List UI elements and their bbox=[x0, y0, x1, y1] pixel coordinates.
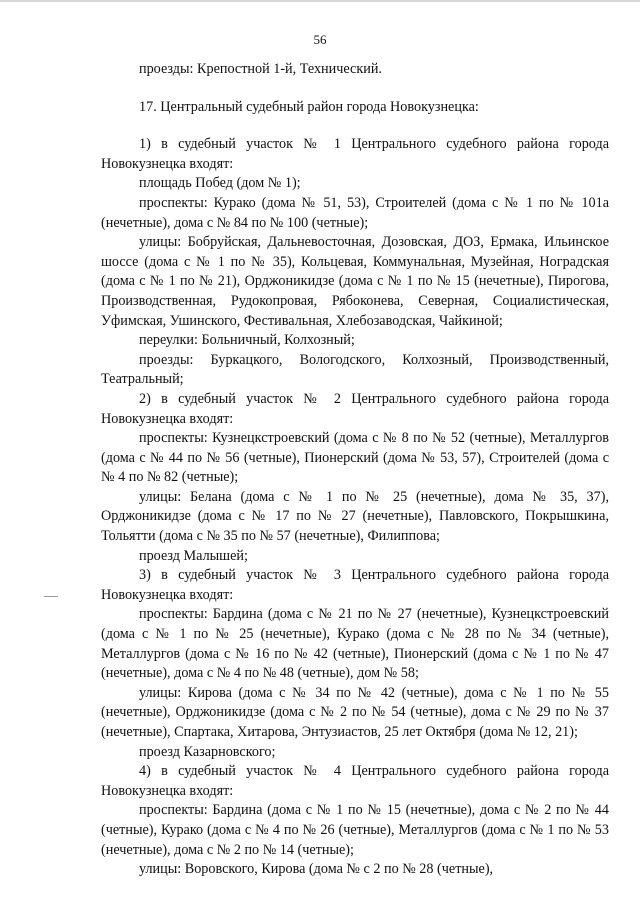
paragraph-lanes-1: переулки: Больничный, Колхозный; bbox=[139, 332, 355, 349]
page-number: 56 bbox=[313, 32, 327, 47]
paragraph-court-2: 2) в судебный участок № 2 Центрального судебного района города Новокузнецка входят: bbox=[101, 390, 609, 427]
paragraph-prospects-1: проспекты: Курако (дома № 51, 53), Строителей (дома с № 1 по № 101а (нечетные), дома с № 84 по № 100 (четные); bbox=[101, 194, 609, 231]
paragraph-prospects-4: проспекты: Бардина (дома с № 1 по № 15 (нечетные), дома с № 2 по № 44 (четные), Курако (дома с № 4 по № 26 (четные), Металлургов (дома с № 1 по № 53 (нечетные), дома с № 2 по № 14 (четные); bbox=[101, 802, 609, 858]
paragraph-streets-4: улицы: Воровского, Кирова (дома № с 2 по № 28 (четные), bbox=[139, 861, 494, 878]
paragraph-1: проезды: Крепостной 1-й, Технический. bbox=[139, 61, 382, 77]
document-body bbox=[101, 60, 609, 880]
paragraph-streets-1: улицы: Бобруйская, Дальневосточная, Дозовская, ДОЗ, Ермака, Ильинское шоссе (дома с № 1 по № 35), Кольцевая, Коммунальная, Музейная, Ноградская (дома с № 1 по № 21), Орджоникидзе (дома с № 1 по № 15 (нечетные), Пирогова, Производственная, Рудокопровая, Рябоконева, Северная, Социалистическая, Уфимская, Ушинского, Фестивальная, Хлебозаводская, Чайкиной; bbox=[101, 234, 609, 329]
paragraph-court-3: 3) в судебный участок № 3 Центрального судебного района города Новокузнецка входят: bbox=[101, 567, 609, 603]
paragraph-streets-3: улицы: Кирова (дома с № 34 по № 42 (четные), дома с № 1 по № 55 (нечетные), Орджоникидзе (дома с № 2 по № 54 (четные), дома с № 29 по № 37 (нечетные), Спартака, Хитарова, Энтузиастов, 25 лет Октября (дома № 12, 21); bbox=[101, 684, 609, 740]
paragraph-prospects-2: проспекты: Кузнецкстроевский (дома с № 8 по № 52 (четные), Металлургов (дома с № 44 по № 56 (четные), Пионерский (дома № 53, 57), Строителей (дома с № 4 по № 82 (четные); bbox=[101, 430, 609, 486]
paragraph-prospects-3: проспекты: Бардина (дома с № 21 по № 27 (нечетные), Кузнецкстроевский (дома с № 1 по № 25 (нечетные), Курако (дома с № 28 по № 34 (четные), Металлургов (дома с № 16 по № 42 (четные), Пионерский (дома с № 1 по № 47 (нечетные), дома с № 4 по № 48 (четные), дом № 58; bbox=[101, 606, 609, 682]
paragraph-passage-3: проезд Казарновского; bbox=[139, 743, 276, 760]
paragraph-streets-2: улицы: Белана (дома с № 1 по № 25 (нечетные), дома № 35, 37), Орджоникидзе (дома с № 17 по № 27 (нечетные), Павловского, Покрышкина, Тольятти (дома с № 35 по № 57 (нечетные), Филиппова; bbox=[101, 488, 609, 545]
paragraph-passage-2: проезд Малышей; bbox=[139, 547, 248, 564]
paragraph-court-1: 1) в судебный участок № 1 Центрального судебного района города Новокузнецка входят: bbox=[101, 136, 609, 172]
paragraph-passages-1: проезды: Буркацкого, Вологодского, Колхозный, Производственный, Театральный; bbox=[101, 351, 609, 388]
top-scan-border bbox=[0, 0, 640, 2]
paragraph-square: площадь Побед (дом № 1); bbox=[139, 175, 301, 192]
paragraph-court-4: 4) в судебный участок № 4 Центрального судебного района города Новокузнецка входят: bbox=[101, 763, 609, 799]
scan-mark bbox=[44, 596, 58, 597]
section-heading-17: 17. Центральный судебный район города Новокузнецка: bbox=[139, 98, 479, 115]
